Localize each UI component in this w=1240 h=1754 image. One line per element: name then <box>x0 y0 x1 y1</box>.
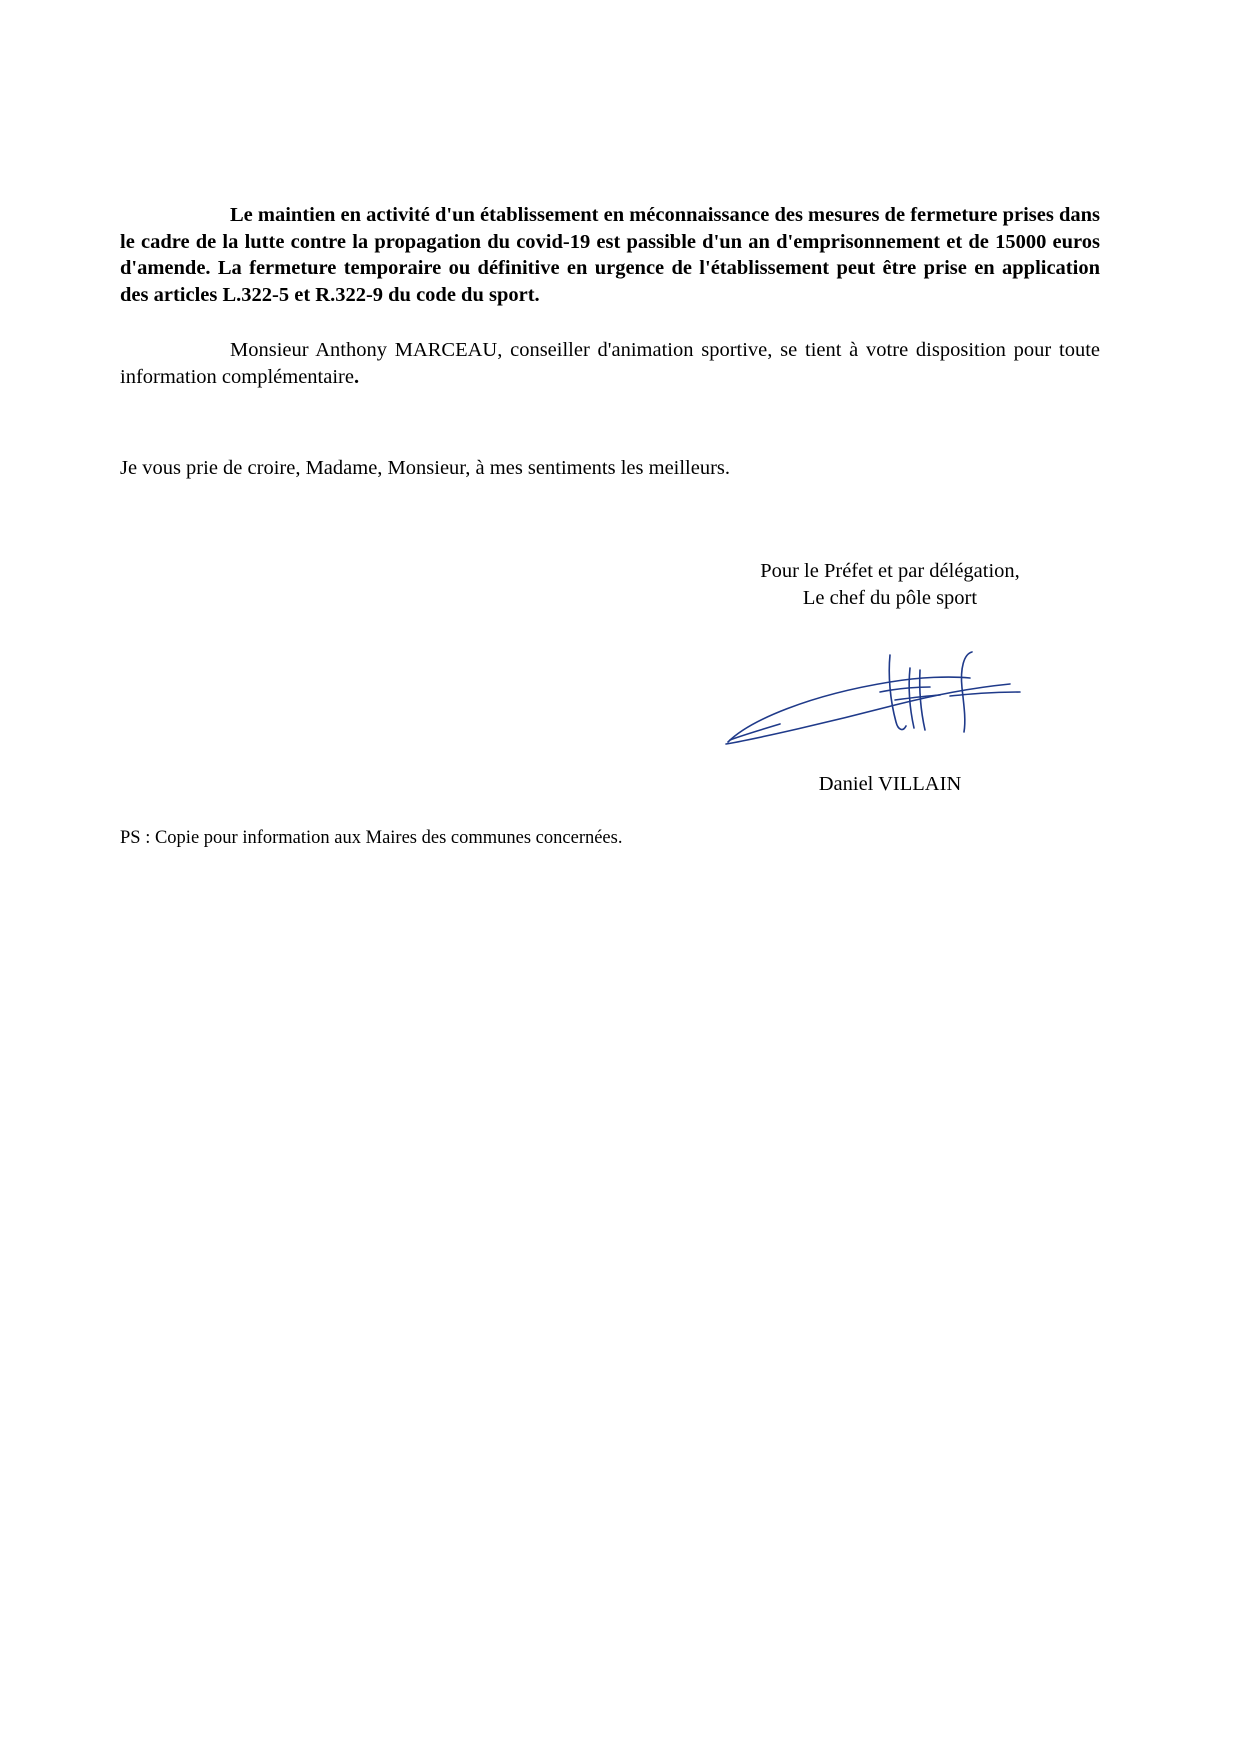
signer-title: Le chef du pôle sport <box>802 586 978 609</box>
signer-name: Daniel VILLAIN <box>818 773 962 795</box>
handwritten-signature <box>720 640 1040 750</box>
warning-text: Le maintien en activité d'un établissement en méconnaissance des mesures de fermeture prises dans le cadre de la lutte contre la propagation du covid-19 est passible d'un an d'emprisonnement et de 15000 euros d'amende. La fermeture temporaire ou définitive en urgence de l'établissement peut être prise en application des articles L.322-5 et R.322-9 du code du sport. <box>120 204 1100 306</box>
closing-formula: Je vous prie de croire, Madame, Monsieur, à mes sentiments les meilleurs. <box>120 457 731 479</box>
warning-paragraph <box>120 202 1100 308</box>
postscript: PS : Copie pour information aux Maires des communes concernées. <box>120 828 623 848</box>
contact-paragraph <box>120 337 1100 390</box>
contact-text: Monsieur Anthony MARCEAU, conseiller d'animation sportive, se tient à votre disposition pour toute information complémentaire <box>120 339 1100 388</box>
contact-period: . <box>353 365 360 388</box>
delegation-line: Pour le Préfet et par délégation, <box>760 560 1020 582</box>
signature-block <box>720 558 1060 611</box>
